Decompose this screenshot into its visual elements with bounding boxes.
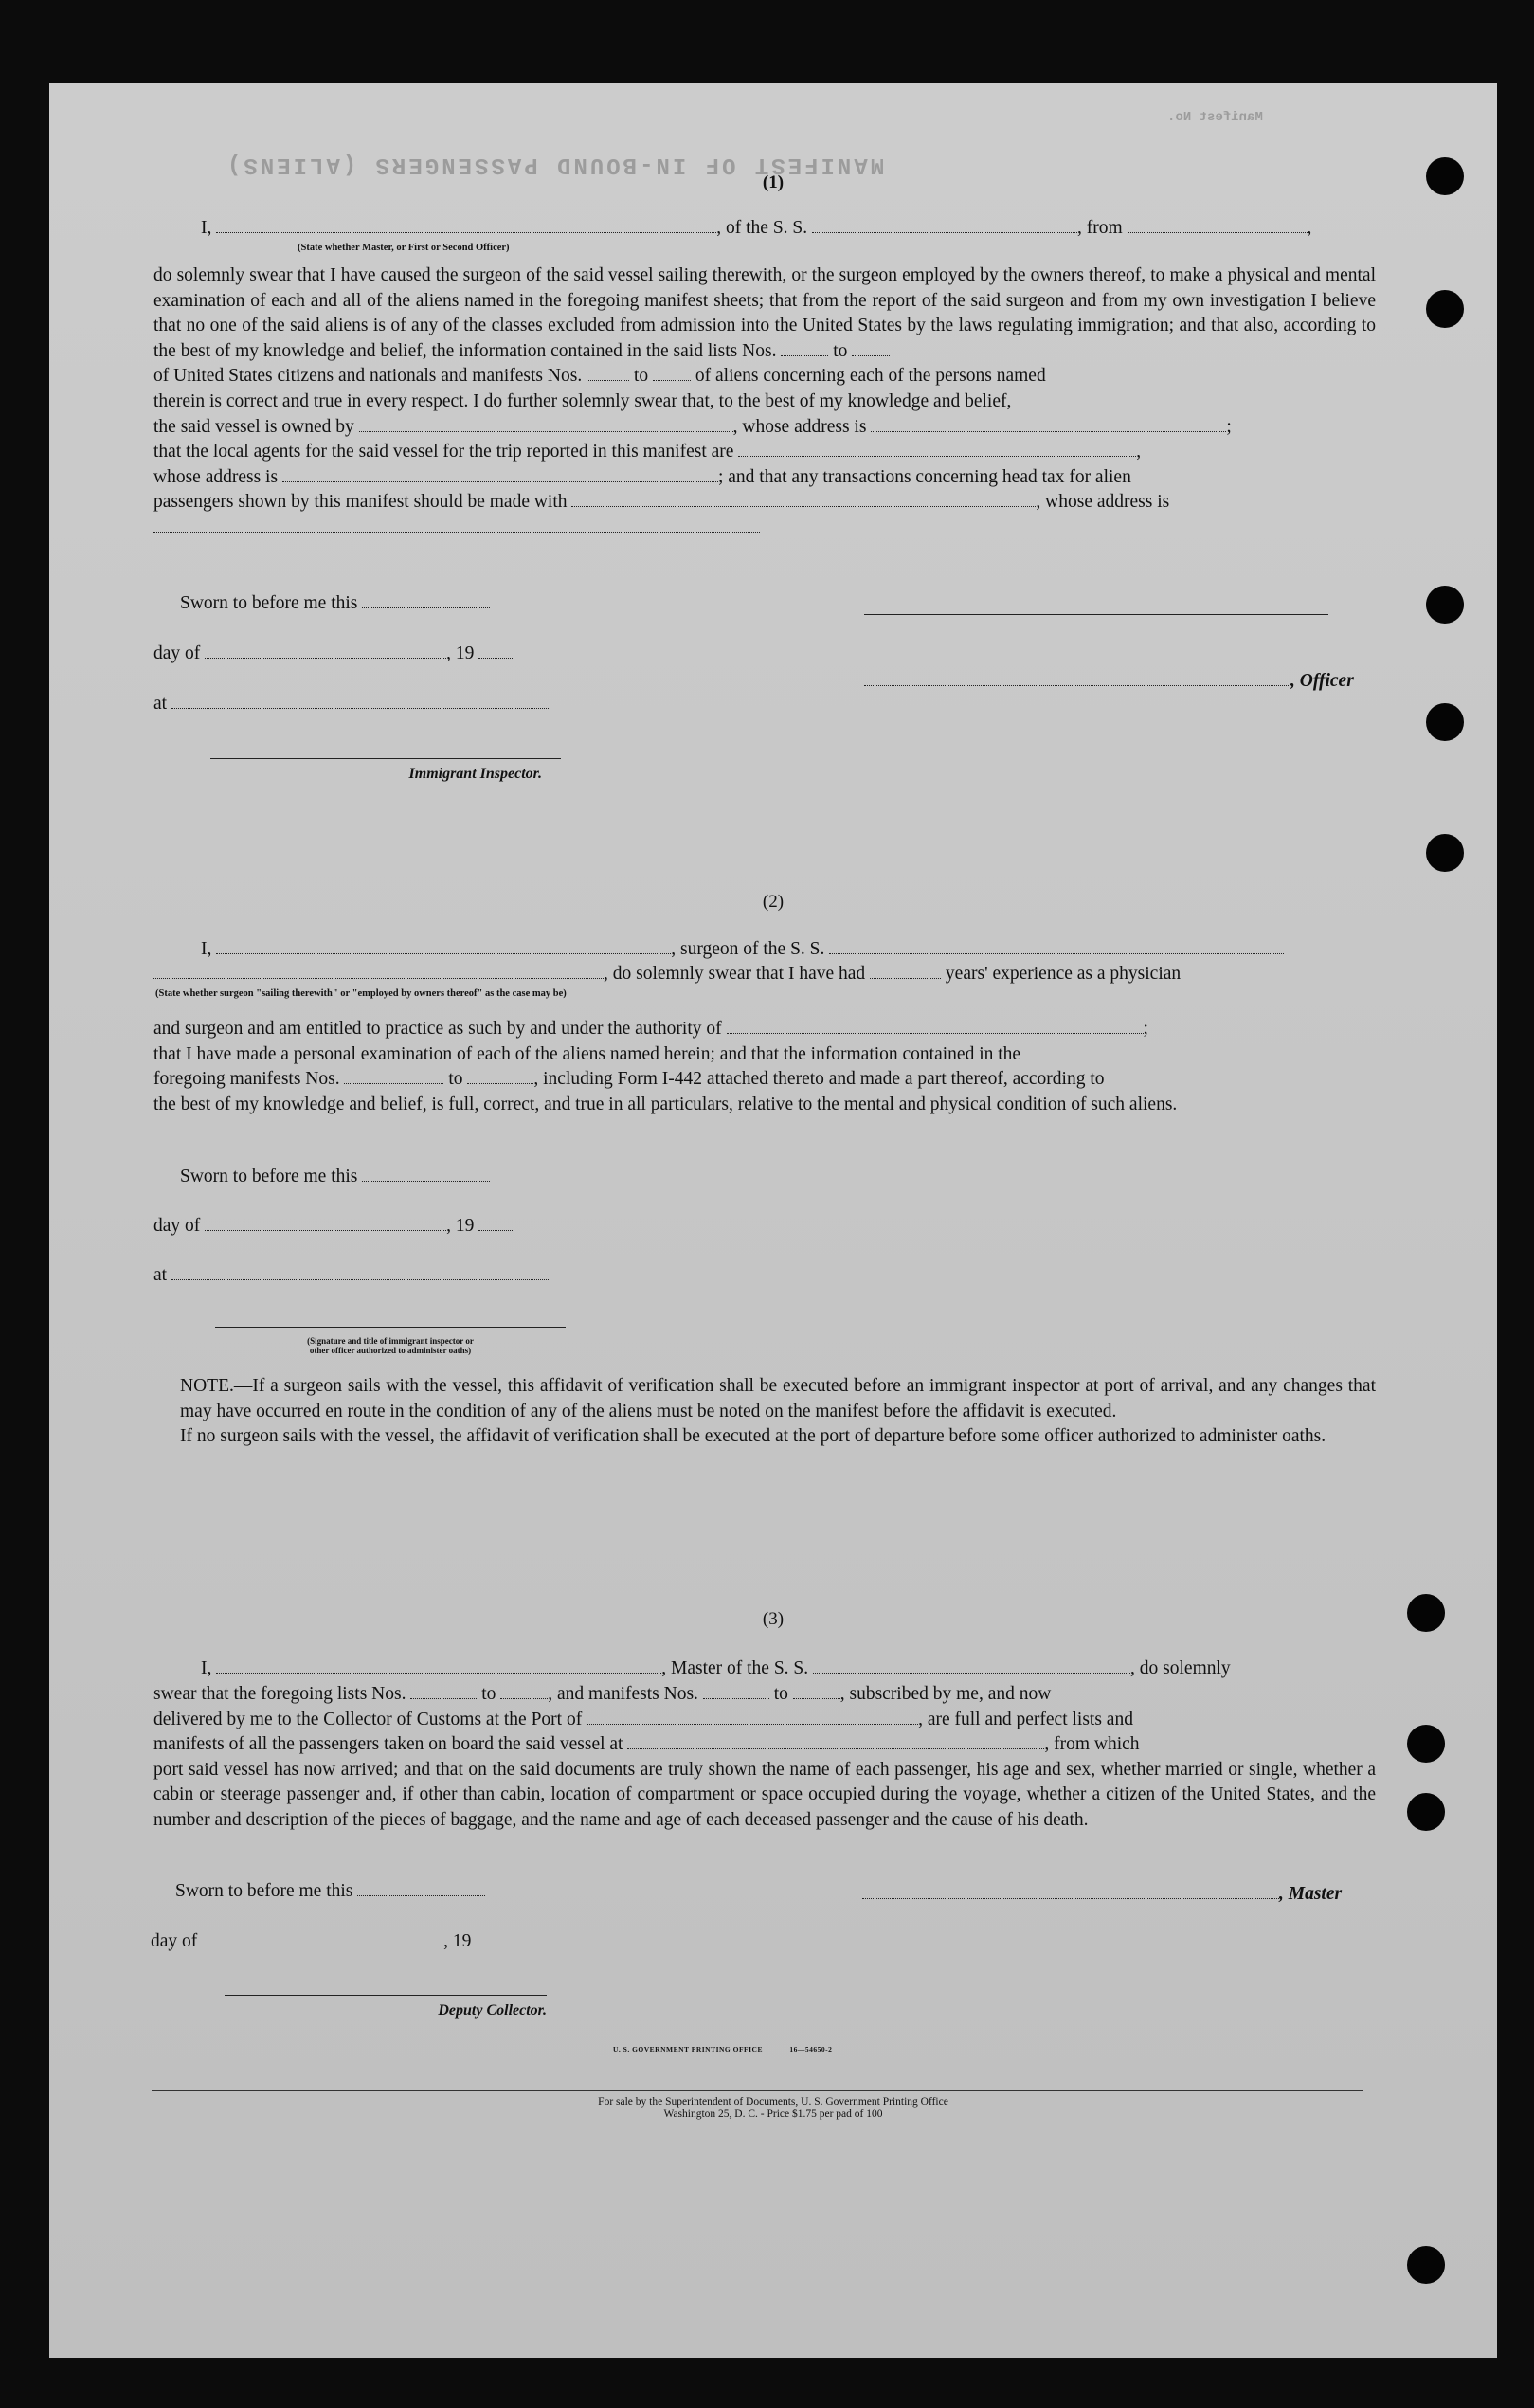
of-ss-label: , of the S. S. xyxy=(716,218,808,238)
punch-hole xyxy=(1407,1793,1445,1831)
bleed-through-manifest-no xyxy=(1167,110,1263,125)
head-tax-text: ; and that any transactions concerning head tax for alien xyxy=(717,466,1131,487)
section-3-master xyxy=(862,1884,1342,1905)
transactions-with-field[interactable] xyxy=(571,492,1036,507)
surgeon-vessel-field[interactable] xyxy=(829,939,1284,954)
section-3-i: I, xyxy=(201,1658,212,1678)
section-1-oath: do solemnly swear that I have caused the surgeon of the said vessel sailing therewith, or the surgeon employed by the owners thereof, to make a physical and mental examination of each and all of the aliens named in the foregoing manifest sheets; that from the report of the said surgeon and from my own investigation I believe that no one of the said aliens is of any of the classes excluded from admission into the United States by the laws regulating immigration; and that also, according to the best of my knowledge and belief, the information contained in the said lists Nos. to of United States citizens and nationals and manifests Nos. to of aliens concerning each of the persons named therein is correct and true in every respect. I do further solemnly swear that, to the best of my knowledge and belief, the said vessel is owned by , whose address is ; that the local agents for the said vessel for the trip reported in this manifest are , whose address is ; and that any transactions concerning head tax for alien passengers shown by this manifest should be made with , whose address is xyxy=(153,263,1376,541)
day-of-label: day of xyxy=(153,1216,201,1236)
foregoing-lists-label: swear that the foregoing lists Nos. xyxy=(153,1684,406,1704)
master-lists-to-field[interactable] xyxy=(500,1684,548,1699)
manifests-nos-label: , and manifests Nos. xyxy=(548,1684,698,1704)
year-field[interactable] xyxy=(478,1216,514,1231)
master-lists-from-field[interactable] xyxy=(410,1684,477,1699)
footer-rule xyxy=(152,2090,1363,2091)
footer-sale-text xyxy=(49,2096,1497,2121)
to-label: to xyxy=(833,340,848,361)
form-number: 16—54650-2 xyxy=(789,2045,833,2054)
full-perfect-text: , are full and perfect lists and xyxy=(918,1709,1133,1729)
punch-hole xyxy=(1426,586,1464,624)
vessel-name-field[interactable] xyxy=(812,218,1077,233)
surgeon-status-caption: (State whether surgeon "sailing therewith" or "employed by owners thereof" as the case may be) xyxy=(155,988,567,999)
year-field[interactable] xyxy=(476,1931,512,1946)
officer-label: , Officer xyxy=(1290,671,1354,691)
section-1-first-line: I, , of the S. S. , from , xyxy=(201,218,1312,238)
swear-label: , do solemnly swear that I have had xyxy=(604,964,866,984)
master-name-field[interactable] xyxy=(216,1658,661,1674)
section-1-day-of xyxy=(153,643,514,664)
master-vessel-field[interactable] xyxy=(813,1658,1130,1674)
punch-hole xyxy=(1426,703,1464,741)
manifests-to-field[interactable] xyxy=(653,366,691,381)
inspector-signature-line[interactable] xyxy=(210,749,561,759)
master-manifests-from-field[interactable] xyxy=(703,1684,769,1699)
taken-on-board-label: manifests of all the passengers taken on board the said vessel at xyxy=(153,1734,623,1755)
section-1-officer-signature xyxy=(864,603,1366,620)
section-2-i: I, xyxy=(201,939,212,959)
authority-label: and surgeon and am entitled to practice as such by and under the authority of xyxy=(153,1019,722,1039)
section-1-officer xyxy=(864,671,1354,692)
to-label: to xyxy=(481,1684,496,1704)
master-signature-line[interactable] xyxy=(862,1884,1279,1899)
section-2-second-line xyxy=(153,964,1385,985)
transactions-address-label: , whose address is xyxy=(1036,492,1170,513)
master-manifests-to-field[interactable] xyxy=(793,1684,840,1699)
oath-paragraph-3: therein is correct and true in every respect. I do further solemnly swear that, to the best of my knowledge and belief, xyxy=(153,390,1012,411)
owner-address-field[interactable] xyxy=(871,417,1226,432)
master-label: , Master xyxy=(1279,1884,1343,1904)
surgeon-of-label: , surgeon of the S. S. xyxy=(671,939,825,959)
years-experience-label: years' experience as a physician xyxy=(945,964,1182,984)
to-label: to xyxy=(448,1069,463,1090)
place-field[interactable] xyxy=(171,1265,550,1280)
note-paragraph-1: NOTE.—If a surgeon sails with the vessel, this affidavit of verification shall be executed before an immigrant inspector at port of arrival, and any changes that may have occurred en route in the condition of any of the aliens must be noted on the manifest before the affidavit is executed. xyxy=(180,1376,1376,1421)
section-1-sworn xyxy=(180,593,490,614)
year-label: , 19 xyxy=(446,1216,475,1236)
knowledge-text: the best of my knowledge and belief, is full, correct, and true in all particulars, relative to the mental and physical condition of such aliens. xyxy=(153,1094,1178,1114)
at-label: at xyxy=(153,1265,168,1285)
from-label: , from xyxy=(1077,218,1123,238)
section-3-oath xyxy=(153,1682,1376,1834)
solemnly-label: , do solemnly xyxy=(1130,1658,1231,1678)
sworn-label: Sworn to before me this xyxy=(180,1167,358,1186)
year-field[interactable] xyxy=(478,643,514,659)
day-of-label: day of xyxy=(151,1931,198,1951)
at-label: at xyxy=(153,694,168,714)
sale-line-1: For sale by the Superintendent of Documents, U. S. Government Printing Office xyxy=(598,2096,948,2108)
master-of-label: , Master of the S. S. xyxy=(661,1658,809,1678)
passenger-details-text: port said vessel has now arrived; and that on the said documents are truly shown the name of each passenger, his age and sex, whether married or single, whether a cabin or steerage passenger and, if other than cabin, location of compartment or space occupied during the voyage, whether a citizen of the United States, and the number and description of the pieces of baggage, and the name and age of each deceased passenger and the cause of his death. xyxy=(153,1759,1376,1830)
section-2-day-of xyxy=(153,1216,514,1237)
signature-caption-1: (Signature and title of immigrant inspector or xyxy=(307,1336,474,1346)
section-1-i: I, xyxy=(201,218,212,238)
month-field[interactable] xyxy=(205,1216,446,1231)
section-2-number: (2) xyxy=(762,892,785,912)
from-port-field[interactable] xyxy=(1128,218,1308,233)
local-agents-field[interactable] xyxy=(738,442,1136,457)
gpo-imprint xyxy=(613,2045,832,2054)
section-1-at xyxy=(153,694,550,715)
lists-from-field[interactable] xyxy=(781,341,828,356)
month-field[interactable] xyxy=(205,643,446,659)
transactions-address-field[interactable] xyxy=(153,517,760,533)
section-2-oath: and surgeon and am entitled to practice as such by and under the authority of ; that I have made a personal examination of each of the aliens named herein; and that the information contained in the foregoing manifests Nos. to , including Form I-442 attached thereto and made a part thereof, according to the best of my knowledge and belief, is full, correct, and true in all particulars, relative to the mental and physical condition of such aliens. xyxy=(153,1019,1178,1114)
year-label: , 19 xyxy=(446,643,475,663)
surgeon-manifests-to-field[interactable] xyxy=(467,1069,533,1084)
sale-line-2: Washington 25, D. C. - Price $1.75 per pad of 100 xyxy=(663,2109,883,2120)
transactions-with-label: passengers shown by this manifest should be made with xyxy=(153,492,568,513)
agent-address-field[interactable] xyxy=(282,467,718,482)
collector-signature-line[interactable] xyxy=(225,1985,547,1996)
years-field[interactable] xyxy=(870,964,941,979)
sworn-day-field[interactable] xyxy=(362,1167,490,1182)
section-2-signature xyxy=(215,1315,566,1355)
oath-paragraph-2a: of United States citizens and nationals and manifests Nos. xyxy=(153,366,583,387)
owner-address-label: , whose address is xyxy=(732,416,867,437)
oath-paragraph-1: do solemnly swear that I have caused the surgeon of the said vessel sailing therewith, or the surgeon employed by the owners thereof, to make a physical and mental examination of each and all of the aliens named in the foregoing manifest sheets; that from the report of the said surgeon and from my own investigation I believe that no one of the said aliens is of any of the classes excluded from admission into the United States by the laws regulating immigration; and that also, according to the best of my knowledge and belief, the information contained in the said lists Nos. xyxy=(153,265,1376,361)
section-3-collector xyxy=(225,1983,547,2019)
section-2-sworn xyxy=(180,1167,490,1187)
bleed-through-manifest-label: Manifest No. xyxy=(1167,110,1263,125)
lists-to-field[interactable] xyxy=(852,341,890,356)
owned-by-label: the said vessel is owned by xyxy=(153,416,354,437)
punch-hole xyxy=(1407,1725,1445,1763)
section-3-day-of xyxy=(151,1931,512,1952)
to-label: to xyxy=(773,1684,788,1704)
examination-text: that I have made a personal examination of each of the aliens named herein; and that the information contained in the xyxy=(153,1043,1021,1064)
bleed-through-title: MANIFEST OF IN-BOUND PASSENGERS (ALIENS) xyxy=(225,152,885,177)
surgeon-manifests-from-field[interactable] xyxy=(344,1069,443,1084)
to-label: to xyxy=(633,366,649,387)
foregoing-manifests-label: foregoing manifests Nos. xyxy=(153,1069,340,1090)
local-agents-label: that the local agents for the said vessel for the trip reported in this manifest are xyxy=(153,442,734,462)
section-1-number: (1) xyxy=(762,172,785,192)
officer-title-caption: (State whether Master, or First or Second Officer) xyxy=(298,243,510,253)
sworn-label: Sworn to before me this xyxy=(175,1881,353,1901)
collector-port-field[interactable] xyxy=(587,1710,918,1725)
inspector-caption: Immigrant Inspector. xyxy=(408,766,542,782)
punch-hole xyxy=(1426,290,1464,328)
agent-address-label: whose address is xyxy=(153,466,279,487)
place-field[interactable] xyxy=(171,694,550,709)
officer-signature-line-1[interactable] xyxy=(864,605,1328,615)
year-label: , 19 xyxy=(443,1931,472,1951)
from-which-text: , from which xyxy=(1044,1734,1140,1755)
form-sheet xyxy=(49,83,1497,2358)
departure-port-field[interactable] xyxy=(627,1734,1044,1749)
subscribed-text: , subscribed by me, and now xyxy=(839,1684,1052,1704)
officer-signature-line-2[interactable] xyxy=(864,671,1290,686)
collector-port-label: delivered by me to the Collector of Customs at the Port of xyxy=(153,1709,583,1729)
day-of-label: day of xyxy=(153,643,201,663)
owner-field[interactable] xyxy=(359,417,733,432)
punch-hole xyxy=(1426,834,1464,872)
officer-title-field[interactable] xyxy=(216,218,716,233)
inspector-signature-line[interactable] xyxy=(215,1317,566,1328)
signature-caption-2: other officer authorized to administer oaths) xyxy=(309,1346,472,1355)
sworn-day-field[interactable] xyxy=(357,1881,485,1896)
sworn-day-field[interactable] xyxy=(362,593,490,608)
section-1-inspector xyxy=(210,747,561,783)
form-i442-text: , including Form I-442 attached thereto and made a part thereof, according to xyxy=(533,1069,1105,1090)
collector-caption: Deputy Collector. xyxy=(438,2002,547,2019)
section-2-note xyxy=(153,1374,1376,1450)
month-field[interactable] xyxy=(202,1931,443,1946)
punch-hole xyxy=(1407,2246,1445,2284)
oath-paragraph-2b: of aliens concerning each of the persons named xyxy=(695,366,1046,387)
manifests-from-field[interactable] xyxy=(587,366,629,381)
section-3-number: (3) xyxy=(762,1609,785,1629)
surgeon-status-field[interactable] xyxy=(153,964,604,979)
gpo-text: U. S. GOVERNMENT PRINTING OFFICE xyxy=(613,2045,763,2054)
sworn-label: Sworn to before me this xyxy=(180,593,358,613)
section-3-first-line xyxy=(201,1658,1376,1679)
surgeon-name-field[interactable] xyxy=(216,939,671,954)
section-2-first-line xyxy=(201,939,1376,960)
section-2-at xyxy=(153,1265,550,1286)
authority-field[interactable] xyxy=(727,1019,1144,1034)
note-paragraph-2: If no surgeon sails with the vessel, the affidavit of verification shall be executed at the port of departure before some officer authorized to administer oaths. xyxy=(180,1426,1326,1447)
section-3-sworn xyxy=(175,1881,485,1902)
